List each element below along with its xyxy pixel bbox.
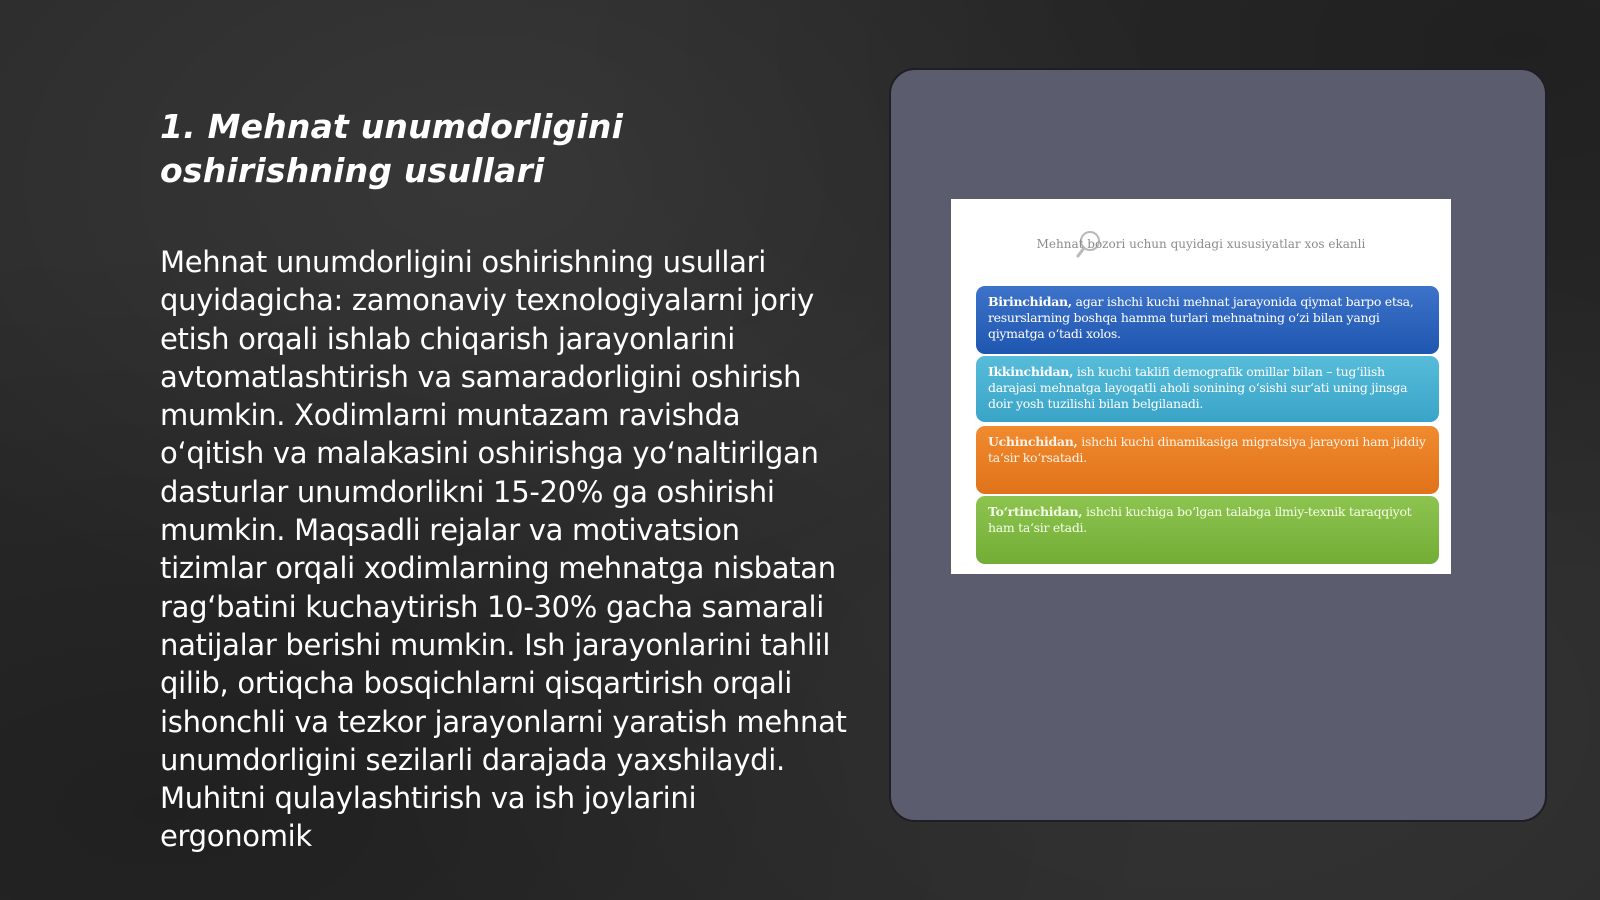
infographic-image [951,199,1451,574]
item-lead: Birinchidan, [988,294,1072,309]
image-panel [889,68,1547,822]
item-lead: Uchinchidan, [988,434,1078,449]
infographic-item-first [976,286,1439,354]
infographic-item-third [976,426,1439,494]
slide-title: 1. Mehnat unumdorligini oshirishning usullari [160,107,624,190]
item-text: agar ishchi kuchi mehnat jarayonida qiymat barpo etsa, resurslarning boshqa hamma turlari mehnatning o‘zi bilan yangi qiymatga o‘tadi xolos. [988,294,1414,341]
item-text: ishchi kuchi dinamikasiga migratsiya jarayoni ham jiddiy ta‘sir ko‘rsatadi. [988,434,1426,465]
item-text: ishchi kuchiga bo‘lgan talabga ilmiy-texnik taraqqiyot ham ta‘sir etadi. [988,504,1412,535]
infographic-item-fourth [976,496,1439,564]
item-lead: Ikkinchidan, [988,364,1074,379]
infographic-heading: Mehnat bozori uchun quyidagi xususiyatlar xos ekanli [1036,237,1366,251]
item-lead: To‘rtinchidan, [988,504,1083,519]
slide-body-text: Mehnat unumdorligini oshirishning usullari quyidagicha: zamonaviy texnologiyalarni joriy etish orqali ishlab chiqarish jarayonlarini avtomatlashtirish va samaradorligini oshirish mumkin. Xodimlarni muntazam ravishda o‘qitish va malakasini oshirishga yo‘naltirilgan dasturlar unumdorlikni 15-20% ga oshirishi mumkin. Maqsadli rejalar va motivatsion tizimlar orqali xodimlarning mehnatga nisbatan rag‘batini kuchaytirish 10-30% gacha samarali natijalar berishi mumkin. Ish jarayonlarini tahlil qilib, ortiqcha bosqichlarni qisqartirish orqali ishonchli va tezkor jarayonlarni yaratish mehnat unumdorligini sezilarli darajada yaxshilaydi. Muhitni qulaylashtirish va ish joylarini ergonomik [160,245,847,854]
infographic-item-second [976,356,1439,422]
item-text: ish kuchi taklifi demografik omillar bilan – tug‘ilish darajasi mehnatga layoqatli aholi sonining o‘sishi sur‘ati uning jinsga doir yosh tuzilishi bilan belgilanadi. [988,364,1408,411]
